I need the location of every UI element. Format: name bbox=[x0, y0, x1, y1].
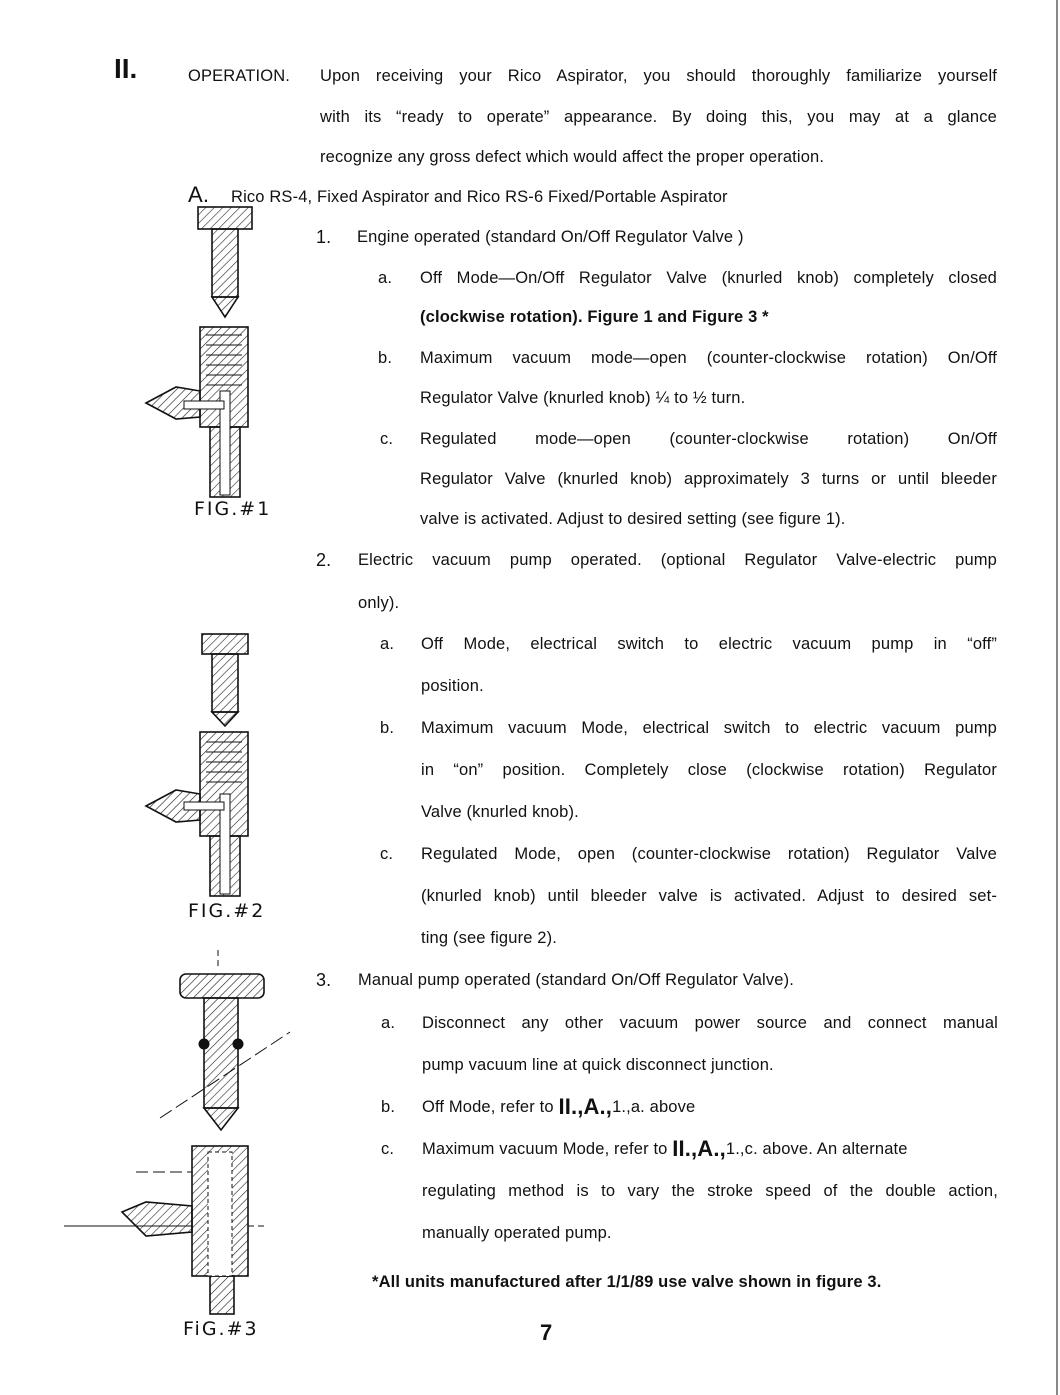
item2-a-label: a. bbox=[380, 635, 395, 653]
item1-title: Engine operated (standard On/Off Regulator Valve ) bbox=[357, 228, 744, 246]
item3-c-ref-big: II.,A., bbox=[672, 1136, 726, 1161]
item3-b-ref-small: 1.,a. above bbox=[612, 1098, 696, 1116]
item1-c-label: c. bbox=[380, 430, 394, 448]
item3-c-text: Maximum vacuum Mode, refer to bbox=[422, 1140, 673, 1158]
item2-c-line2: (knurled knob) until bleeder valve is activated. Adjust to desired set- bbox=[421, 887, 997, 905]
subsection-title: Rico RS-4, Fixed Aspirator and Rico RS-6 Fixed/Portable Aspirator bbox=[231, 188, 728, 206]
item3-c-ref-small: 1.,c. above. An alternate bbox=[725, 1140, 908, 1158]
item1-a-label: a. bbox=[378, 269, 393, 287]
section-number: II. bbox=[114, 53, 138, 84]
intro-line-1: Upon receiving your Rico Aspirator, you should thoroughly familiarize yourself bbox=[320, 67, 997, 85]
section-title: OPERATION. bbox=[188, 67, 291, 85]
item2-title-line2: only). bbox=[358, 594, 400, 612]
item1-b-line1: Maximum vacuum mode—open (counter-clockwise rotation) On/Off bbox=[420, 349, 997, 367]
figure-2-valve-drawing bbox=[140, 630, 260, 898]
figure-1-valve-drawing bbox=[140, 205, 260, 500]
item2-c-line1: Regulated Mode, open (counter-clockwise rotation) Regulator Valve bbox=[421, 845, 997, 863]
item2-b-line2: in “on” position. Completely close (clockwise rotation) Regulator bbox=[421, 761, 997, 779]
item1-a-line1: Off Mode—On/Off Regulator Valve (knurled knob) completely closed bbox=[420, 269, 997, 287]
item3-a-line2: pump vacuum line at quick disconnect junction. bbox=[422, 1056, 774, 1074]
item3-b-ref-big: II.,A., bbox=[558, 1094, 613, 1119]
intro-line-2: with its “ready to operate” appearance. By doing this, you may at a glance bbox=[320, 108, 997, 126]
item2-a-line2: position. bbox=[421, 677, 484, 695]
item1-number: 1. bbox=[316, 227, 332, 247]
item3-c-line1 bbox=[422, 1134, 998, 1160]
item2-b-label: b. bbox=[380, 719, 395, 737]
intro-line-3: recognize any gross defect which would affect the proper operation. bbox=[320, 148, 825, 166]
item1-b-line2: Regulator Valve (knurled knob) ¼ to ½ turn. bbox=[420, 389, 746, 407]
item2-b-line3: Valve (knurled knob). bbox=[421, 803, 579, 821]
item2-c-label: c. bbox=[380, 845, 394, 863]
item2-c-line3: ting (see figure 2). bbox=[421, 929, 557, 947]
item3-number: 3. bbox=[316, 970, 332, 990]
page-number: 7 bbox=[540, 1320, 553, 1345]
item3-a-label: a. bbox=[381, 1014, 396, 1032]
item1-c-line2: Regulator Valve (knurled knob) approximately 3 turns or until bleeder bbox=[420, 470, 997, 488]
item2-b-line1: Maximum vacuum Mode, electrical switch to electric vacuum pump bbox=[421, 719, 997, 737]
item3-b-label: b. bbox=[381, 1098, 396, 1116]
item3-c-label: c. bbox=[381, 1140, 395, 1158]
item1-c-line1: Regulated mode—open (counter-clockwise rotation) On/Off bbox=[420, 430, 997, 448]
item3-b-text: Off Mode, refer to bbox=[422, 1098, 559, 1116]
item1-a-line2: (clockwise rotation). Figure 1 and Figure 3 * bbox=[420, 308, 769, 326]
item3-c-line2: regulating method is to vary the stroke speed of the double action, bbox=[422, 1182, 998, 1200]
item2-title-line1: Electric vacuum pump operated. (optional Regulator Valve-electric pump bbox=[358, 551, 997, 569]
footnote: *All units manufactured after 1/1/89 use valve shown in figure 3. bbox=[372, 1273, 882, 1291]
item1-c-line3: valve is activated. Adjust to desired setting (see figure 1). bbox=[420, 510, 846, 528]
figure-3-label: FiG.#3 bbox=[183, 1318, 259, 1340]
item3-a-line1: Disconnect any other vacuum power source and connect manual bbox=[422, 1014, 998, 1032]
item2-number: 2. bbox=[316, 550, 332, 570]
figure-3-valve-drawing bbox=[64, 940, 304, 1320]
item1-b-label: b. bbox=[378, 349, 393, 367]
figure-2-label: FIG.#2 bbox=[188, 900, 266, 922]
item3-title: Manual pump operated (standard On/Off Regulator Valve). bbox=[358, 971, 794, 989]
item3-b-line bbox=[422, 1092, 695, 1118]
item2-a-line1: Off Mode, electrical switch to electric vacuum pump in “off” bbox=[421, 635, 997, 653]
subsection-letter: A. bbox=[188, 182, 210, 207]
item3-c-line3: manually operated pump. bbox=[422, 1224, 612, 1242]
figure-1-label: FIG.#1 bbox=[194, 498, 272, 520]
